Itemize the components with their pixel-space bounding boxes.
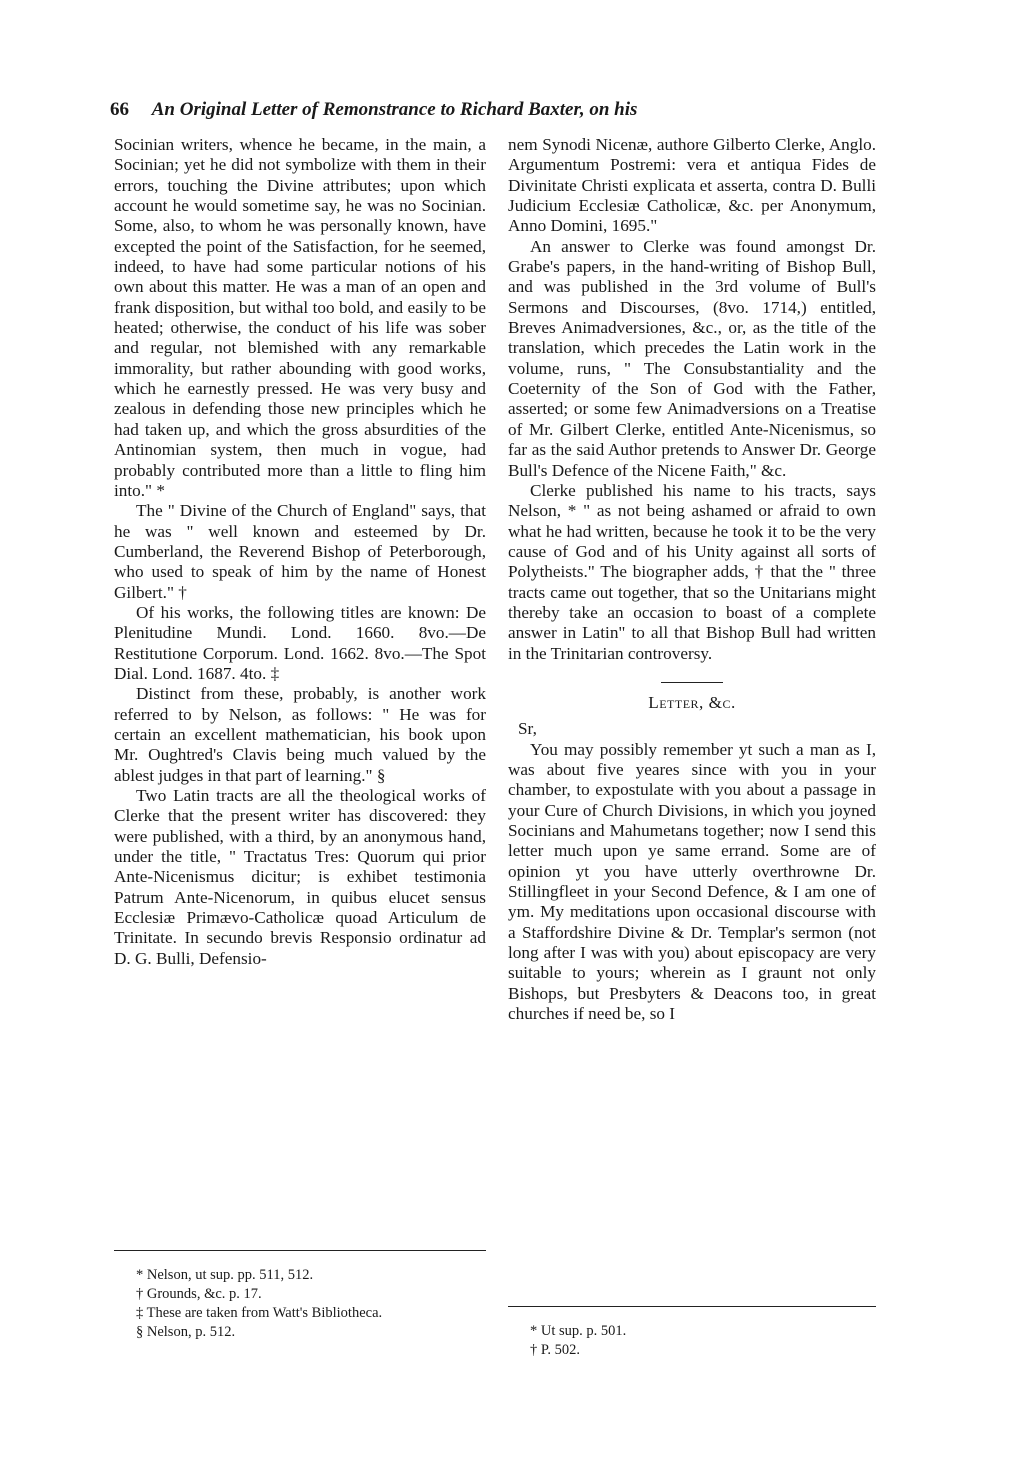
right-column — [508, 135, 876, 1024]
paragraph: nem Synodi Nicenæ, authore Gilberto Clerke, Anglo. Argumentum Postremi: vera et antiqua Fides de Divinitate Christi explicata et asserta, contra D. Bulli Judicium Ecclesiæ Catholicæ, &c. per Anonymum, Anno Domini, 1695." — [508, 135, 876, 236]
paragraph: Of his works, the following titles are known: De Plenitudine Mundi. Lond. 1660. 8vo.—De Restitutione Corporum. Lond. 1662. 8vo.—The Spot Dial. Lond. 1687. 4to. ‡ — [114, 602, 486, 683]
footnote-rule-right — [508, 1306, 876, 1307]
paragraph: Distinct from these, probably, is another work referred to by Nelson, as follows: " He was for certain an excellent mathematician, his book upon Mr. Oughtred's Clavis being much valued by the ablest judges in that part of learning." § — [114, 684, 486, 785]
footnote: † Grounds, &c. p. 17. — [136, 1286, 262, 1302]
paragraph: Clerke published his name to his tracts, says Nelson, * " as not being ashamed or afraid to own what he had written, because he took it to be the very cause of God and of his Unity against all sorts of Polytheists." The biographer adds, † that the " three tracts came out together, that so the Unitarians might thereby take an occasion to boast of a complete answer in Latin" to all that Bishop Bull had written in the Trinitarian controversy. — [508, 480, 876, 663]
paragraph: An answer to Clerke was found amongst Dr. Grabe's papers, in the hand-writing of Bishop Bull, and was published in the 3rd volume of Bull's Sermons and Discourses, (8vo. 1714,) entitled, Breves Animadversiones, &c., or, as the title of the translation, which precedes the Latin work in the volume, runs, " The Consubstantiality and the Coeternity of the Son of God with the Father, asserted; or some few Animadversions on a Treatise of Mr. Gilbert Clerke, entitled Ante-Nicenismus, so far as the said Author pretends to Answer Dr. George Bull's Defence of the Nicene Faith," &c. — [508, 236, 876, 480]
footnotes-left — [114, 1266, 486, 1342]
footnotes-right — [508, 1322, 876, 1360]
footnote: * Ut sup. p. 501. — [530, 1323, 627, 1339]
footnote-rule-left — [114, 1250, 486, 1251]
footnote: * Nelson, ut sup. pp. 511, 512. — [136, 1267, 314, 1283]
letter-heading: Letter, &c. — [648, 692, 736, 712]
section-divider — [661, 682, 723, 683]
footnote: § Nelson, p. 512. — [136, 1324, 236, 1340]
page-number: 66 — [110, 99, 129, 120]
paragraph: The " Divine of the Church of England" says, that he was " well known and esteemed by Dr. Cumberland, the Reverend Bishop of Peterborough, who used to speak of him by the name of Honest Gilbert." † — [114, 501, 486, 602]
running-title: An Original Letter of Remonstrance to Richard Baxter, on his — [151, 99, 638, 120]
paragraph: Two Latin tracts are all the theological works of Clerke that the present writer has discovered: they were published, with a third, by an anonymous hand, under the title, " Tractatus Tres: Quorum qui prior Ante-Nicenismus dicitur; is exhibet testimonia Patrum Ante-Nicenorum, in quibus elucet sensus Ecclesiæ Primævo-Catholicæ quoad Articulum de Trinitate. In secundo brevis Responsio ordinatur ad D. G. Bulli, Defensio- — [114, 786, 486, 968]
letter-text: You may possibly remember yt such a man as I, was about five yeares since with you in your chamber, to expostulate with you about a passage in your Cure of Church Divisions, in which you joyned Socinians and Mahumetans together; now I send this letter much upon ye same errand. Some are of opinion yt you have utterly overthrowne Dr. Stillingfleet in your Second Defence, & I am one of ym. My meditations upon occasional discourse with a Staffordshire Divine & Dr. Templar's sermon (not long after I was with you) about episcopacy are very suitable to yours; wherein as I graunt not only Bishops, but Presbyters & Deacons too, in great churches if need be, so I — [508, 739, 876, 1024]
running-header — [110, 98, 910, 122]
footnote: ‡ These are taken from Watt's Bibliotheca. — [136, 1305, 383, 1321]
salutation: Sr, — [518, 719, 537, 739]
paragraph: Socinian writers, whence he became, in the main, a Socinian; yet he did not symbolize with them in their errors, touching the Divine attributes; upon which account he would sometime say, he was no Socinian. Some, also, to whom he was personally known, have excepted the point of the Satisfaction, for he seemed, indeed, to have had some particular notions of his own about this matter. He was a man of an open and frank disposition, but withal too bold, and easily to be heated; otherwise, the conduct of his life was sober and regular, not blemished with any remarkable immorality, but rather abounding with good works, which he earnestly pressed. He was very busy and zealous in defending those new principles which he had taken up, and which the gross absurdities of the Antinomian system, then much in vogue, had probably contributed more than a little to fling him into." * — [114, 135, 486, 500]
footnote: † P. 502. — [530, 1342, 580, 1358]
left-column — [114, 135, 486, 969]
